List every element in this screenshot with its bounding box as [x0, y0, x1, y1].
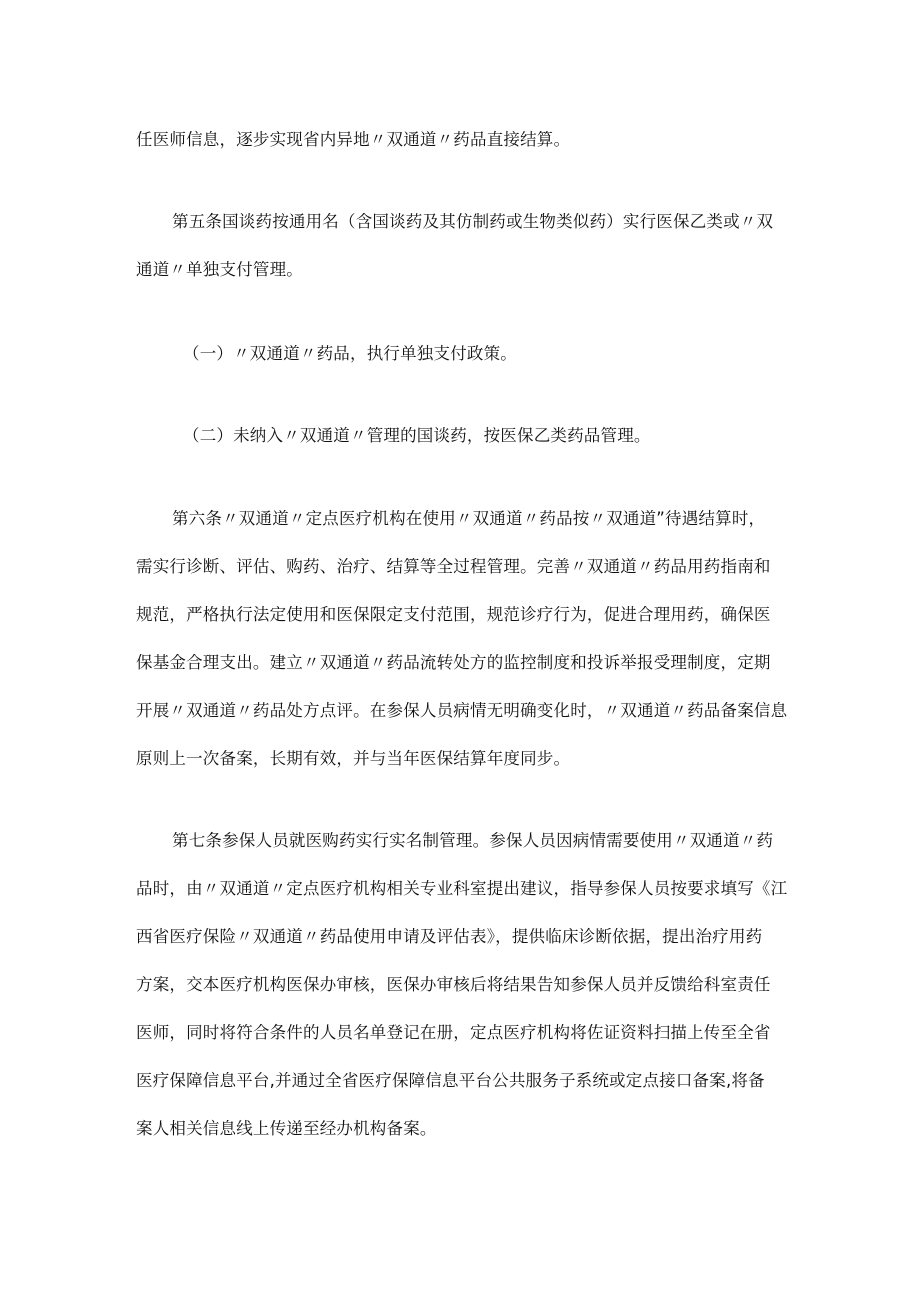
- text-line: 通道〃单独支付管理。: [136, 260, 303, 279]
- text-line: 西省医疗保险〃双通道〃药品使用申请及评估表》，提供临床诊断依据，提出治疗用药: [136, 927, 763, 946]
- text-line: 需实行诊断、评估、购药、治疗、结算等全过程管理。完善〃双通道〃药品用药指南和: [136, 557, 771, 576]
- text-line: 原则上一次备案，长期有效，并与当年医保结算年度同步。: [136, 749, 571, 768]
- text-line: （一）〃双通道〃药品，执行单独支付政策。: [183, 344, 517, 363]
- text-line: 案人相关信息线上传递至经办机构备案。: [136, 1119, 437, 1138]
- text-line: 医疗保障信息平台,并通过全省医疗保障信息平台公共服务子系统或定点接口备案,将备: [136, 1071, 765, 1090]
- text-line: 医师，同时将符合条件的人员名单登记在册，定点医疗机构将佐证资料扫描上传至全省: [136, 1023, 771, 1042]
- text-line: 任医师信息，逐步实现省内异地〃双通道〃药品直接结算。: [136, 130, 571, 149]
- text-line: 方案，交本医疗机构医保办审核，医保办审核后将结果告知参保人员并反馈给科室责任: [136, 975, 771, 994]
- text-line: 品时，由〃双通道〃定点医疗机构相关专业科室提出建议，指导参保人员按要求填写《江: [136, 879, 788, 898]
- text-line: 第五条国谈药按通用名（含国谈药及其仿制药或生物类似药）实行医保乙类或〃双: [172, 212, 774, 231]
- text-line: 开展〃双通道〃药品处方点评。在参保人员病情无明确变化时，〃双通道〃药品备案信息: [136, 701, 788, 720]
- text-line: 保基金合理支出。建立〃双通道〃药品流转处方的监控制度和投诉举报受理制度，定期: [136, 653, 771, 672]
- text-line: 第六条〃双通道〃定点医疗机构在使用〃双通道〃药品按〃双通道”待遇结算时，: [172, 509, 766, 528]
- text-line: 规范，严格执行法定使用和医保限定支付范围，规范诊疗行为，促进合理用药，确保医: [136, 605, 771, 624]
- text-line: 第七条参保人员就医购药实行实名制管理。参保人员因病情需要使用〃双通道〃药: [172, 831, 774, 850]
- text-line: （二）未纳入〃双通道〃管理的国谈药，按医保乙类药品管理。: [183, 426, 651, 445]
